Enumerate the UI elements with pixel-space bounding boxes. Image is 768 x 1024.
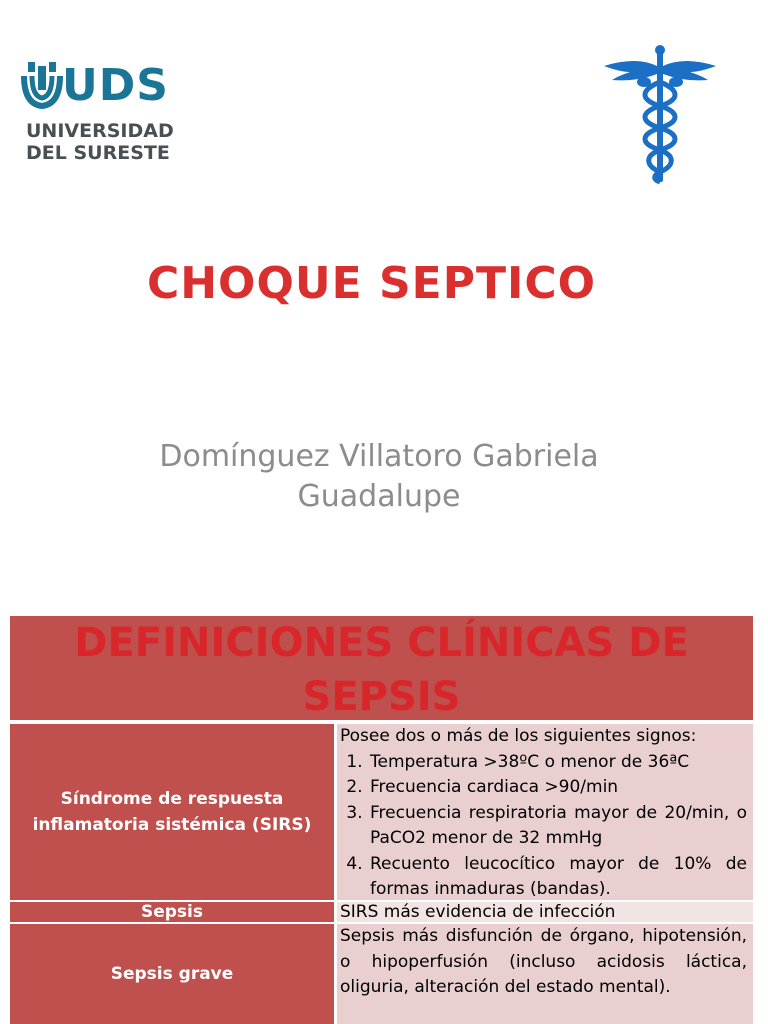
- table-row: [10, 724, 753, 900]
- definitions-header: [10, 616, 753, 720]
- author-line-1: Domínguez Villatoro Gabriela: [159, 439, 599, 474]
- definitions-slide: [0, 612, 768, 1024]
- logo-line-2: DEL SURESTE: [26, 142, 170, 164]
- list-item: 2. Frecuencia cardiaca >90/min: [368, 775, 747, 801]
- definition-intro: Posee dos o más de los siguientes signos:: [340, 726, 697, 746]
- definition-cell: SIRS más evidencia de infección: [337, 902, 753, 922]
- uds-logo: [16, 58, 191, 168]
- logo-line-1: UNIVERSIDAD: [26, 120, 174, 142]
- term-cell: Síndrome de respuesta inflamatoria sistémica (SIRS): [10, 724, 334, 900]
- author-line-2: Guadalupe: [297, 479, 461, 514]
- caduceus-icon: [600, 42, 720, 187]
- list-item: 1. Temperatura >38ºC o menor de 36ªC: [368, 750, 747, 776]
- term-cell: Sepsis grave: [10, 924, 334, 1024]
- term-cell: Sepsis: [10, 902, 334, 922]
- definition-cell: [337, 724, 753, 900]
- logo-brand: UDS: [62, 60, 169, 111]
- slide-title: CHOQUE SEPTICO: [146, 258, 597, 309]
- signs-list: [340, 750, 747, 903]
- header-line-1: DEFINICIONES CLÍNICAS DE: [74, 620, 689, 666]
- table-row: [10, 902, 753, 922]
- definition-cell: Sepsis más disfunción de órgano, hipotensión, o hipoperfusión (incluso acidosis láctica, oliguria, alteración del estado mental).: [337, 924, 753, 1024]
- header-line-2: SEPSIS: [302, 674, 461, 720]
- list-item: 3. Frecuencia respiratoria mayor de 20/min, o PaCO2 menor de 32 mmHg: [368, 801, 747, 852]
- list-item: 4. Recuento leucocítico mayor de 10% de formas inmaduras (bandas).: [368, 852, 747, 903]
- author-name: [0, 437, 758, 517]
- uds-logo-mark-icon: [16, 60, 66, 114]
- table-row: [10, 924, 753, 1024]
